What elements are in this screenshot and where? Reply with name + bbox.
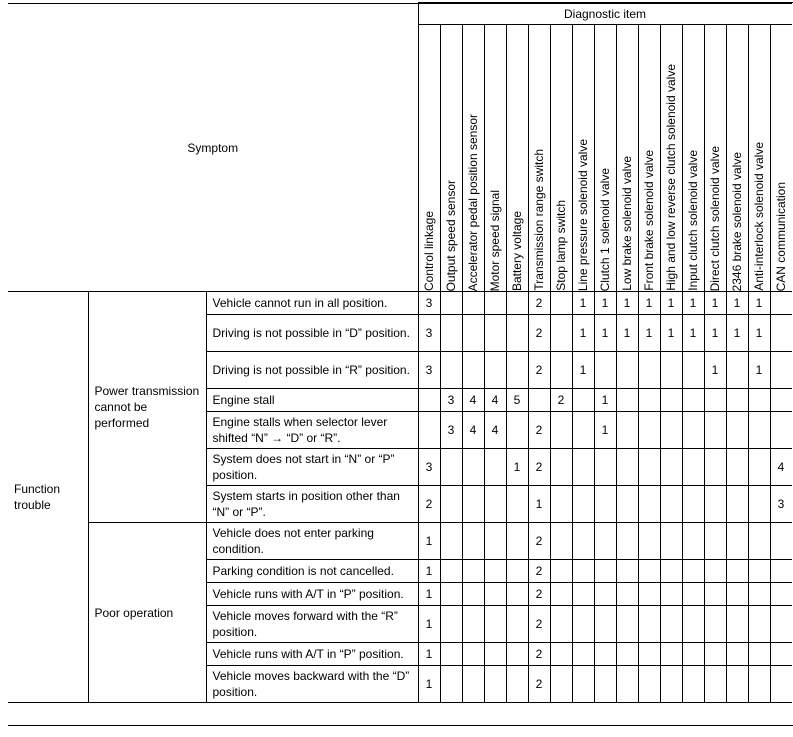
value-cell: [594, 643, 616, 666]
column-header: [506, 25, 528, 292]
value-cell: 4: [462, 389, 484, 412]
column-header-label: Front brake solenoid valve: [641, 150, 656, 291]
value-cell: [682, 449, 704, 486]
value-cell: [682, 606, 704, 643]
value-cell: 1: [638, 315, 660, 352]
value-cell: 2: [528, 606, 550, 643]
value-cell: [638, 643, 660, 666]
value-cell: 1: [594, 315, 616, 352]
value-cell: [550, 449, 572, 486]
value-cell: [616, 389, 638, 412]
value-cell: [704, 643, 726, 666]
value-cell: [726, 412, 748, 449]
column-header: [440, 25, 462, 292]
value-cell: [440, 643, 462, 666]
value-cell: [704, 560, 726, 583]
value-cell: [682, 560, 704, 583]
value-cell: [594, 523, 616, 560]
value-cell: [638, 583, 660, 606]
column-header: [704, 25, 726, 292]
value-cell: [550, 523, 572, 560]
value-cell: [704, 389, 726, 412]
value-cell: 2: [528, 523, 550, 560]
column-header-label: Motor speed signal: [487, 189, 502, 291]
value-cell: [726, 606, 748, 643]
value-cell: 1: [572, 292, 594, 315]
value-cell: [726, 643, 748, 666]
value-cell: [616, 352, 638, 389]
symptom-cell: Engine stalls when selector lever shifted “N” → “D” or “R”.: [206, 412, 418, 449]
value-cell: [550, 315, 572, 352]
symptom-cell: Vehicle moves forward with the “R” position.: [206, 606, 418, 643]
value-cell: [528, 389, 550, 412]
symptom-cell: Vehicle moves backward with the “D” position.: [206, 666, 418, 703]
value-cell: [638, 560, 660, 583]
value-cell: [682, 583, 704, 606]
value-cell: [726, 352, 748, 389]
value-cell: 2: [528, 412, 550, 449]
value-cell: [462, 315, 484, 352]
value-cell: [682, 523, 704, 560]
value-cell: [484, 315, 506, 352]
value-cell: [726, 666, 748, 703]
value-cell: [550, 486, 572, 523]
column-header: [572, 25, 594, 292]
value-cell: 2: [528, 292, 550, 315]
value-cell: [638, 412, 660, 449]
value-cell: [462, 560, 484, 583]
value-cell: [440, 523, 462, 560]
value-cell: [748, 666, 770, 703]
value-cell: [572, 449, 594, 486]
value-cell: 1: [748, 315, 770, 352]
column-header: [484, 25, 506, 292]
value-cell: 3: [418, 315, 440, 352]
value-cell: [770, 412, 792, 449]
value-cell: [550, 643, 572, 666]
value-cell: [506, 412, 528, 449]
symptom-header: Symptom: [8, 4, 418, 292]
value-cell: [440, 560, 462, 583]
value-cell: 1: [418, 643, 440, 666]
value-cell: [484, 666, 506, 703]
value-cell: 3: [418, 449, 440, 486]
symptom-cell: System starts in position other than “N” or “P”.: [206, 486, 418, 523]
value-cell: [704, 606, 726, 643]
column-header: [638, 25, 660, 292]
value-cell: [660, 389, 682, 412]
column-header: [550, 25, 572, 292]
value-cell: [506, 560, 528, 583]
value-cell: [660, 643, 682, 666]
value-cell: [660, 523, 682, 560]
value-cell: [594, 606, 616, 643]
value-cell: 3: [770, 486, 792, 523]
value-cell: [506, 643, 528, 666]
value-cell: [770, 666, 792, 703]
value-cell: 1: [616, 292, 638, 315]
column-header: [594, 25, 616, 292]
value-cell: [704, 583, 726, 606]
value-cell: [660, 449, 682, 486]
value-cell: [440, 583, 462, 606]
column-header-label: Battery voltage: [509, 210, 524, 291]
value-cell: [462, 523, 484, 560]
value-cell: [748, 606, 770, 643]
value-cell: [572, 583, 594, 606]
value-cell: [440, 292, 462, 315]
value-cell: [616, 666, 638, 703]
value-cell: [440, 486, 462, 523]
value-cell: [462, 352, 484, 389]
value-cell: [572, 486, 594, 523]
column-header-label: Stop lamp switch: [553, 200, 568, 291]
value-cell: [506, 292, 528, 315]
value-cell: [484, 449, 506, 486]
value-cell: [770, 292, 792, 315]
column-header: [682, 25, 704, 292]
value-cell: [660, 666, 682, 703]
value-cell: [748, 523, 770, 560]
bottom-rule: [8, 725, 793, 726]
value-cell: [440, 449, 462, 486]
value-cell: 1: [594, 292, 616, 315]
value-cell: [726, 486, 748, 523]
symptom-cell: Driving is not possible in “D” position.: [206, 315, 418, 352]
value-cell: 1: [704, 315, 726, 352]
column-header-label: Accelerator pedal position sensor: [465, 113, 480, 291]
value-cell: 1: [572, 352, 594, 389]
symptom-cell: Engine stall: [206, 389, 418, 412]
column-header: [748, 25, 770, 292]
value-cell: [550, 583, 572, 606]
column-header: [660, 25, 682, 292]
value-cell: [594, 486, 616, 523]
value-cell: 2: [528, 666, 550, 703]
group-cell: Power transmission cannot be performed: [88, 292, 206, 523]
value-cell: [638, 666, 660, 703]
category-cell: Function trouble: [8, 292, 88, 703]
value-cell: [616, 560, 638, 583]
value-cell: [638, 352, 660, 389]
column-header-label: Low brake solenoid valve: [619, 156, 634, 291]
value-cell: [572, 606, 594, 643]
value-cell: [572, 389, 594, 412]
value-cell: 5: [506, 389, 528, 412]
value-cell: 1: [726, 315, 748, 352]
value-cell: [770, 583, 792, 606]
column-header-label: Input clutch solenoid valve: [685, 150, 700, 291]
value-cell: [418, 412, 440, 449]
value-cell: 2: [550, 389, 572, 412]
value-cell: 2: [528, 643, 550, 666]
value-cell: [484, 560, 506, 583]
value-cell: [660, 583, 682, 606]
value-cell: [616, 486, 638, 523]
value-cell: [616, 583, 638, 606]
value-cell: 1: [638, 292, 660, 315]
value-cell: [572, 523, 594, 560]
value-cell: 1: [748, 352, 770, 389]
value-cell: 1: [572, 315, 594, 352]
value-cell: [726, 449, 748, 486]
column-header: [616, 25, 638, 292]
value-cell: [660, 560, 682, 583]
value-cell: [616, 449, 638, 486]
value-cell: 1: [682, 292, 704, 315]
value-cell: 1: [594, 389, 616, 412]
value-cell: [770, 352, 792, 389]
column-header-label: Control linkage: [421, 210, 436, 291]
value-cell: [594, 449, 616, 486]
column-header-label: Line pressure solenoid valve: [575, 138, 590, 291]
column-header: [462, 25, 484, 292]
value-cell: [440, 666, 462, 703]
value-cell: [770, 606, 792, 643]
value-cell: 3: [418, 352, 440, 389]
value-cell: [418, 389, 440, 412]
symptom-cell: Vehicle runs with A/T in “P” position.: [206, 643, 418, 666]
column-header-label: Clutch 1 solenoid valve: [597, 167, 612, 291]
column-header-label: Direct clutch solenoid valve: [707, 145, 722, 291]
value-cell: [484, 606, 506, 643]
value-cell: 1: [418, 606, 440, 643]
diagnostic-item-header: Diagnostic item: [418, 4, 792, 25]
value-cell: [572, 643, 594, 666]
value-cell: [484, 523, 506, 560]
value-cell: 3: [440, 389, 462, 412]
value-cell: 1: [418, 523, 440, 560]
value-cell: [748, 389, 770, 412]
value-cell: 4: [484, 389, 506, 412]
value-cell: [638, 389, 660, 412]
value-cell: [594, 560, 616, 583]
value-cell: [462, 643, 484, 666]
value-cell: [748, 449, 770, 486]
value-cell: [704, 523, 726, 560]
column-header: [528, 25, 550, 292]
value-cell: [616, 412, 638, 449]
value-cell: [704, 486, 726, 523]
value-cell: [770, 523, 792, 560]
value-cell: [594, 352, 616, 389]
column-header-label: High and low reverse clutch solenoid valve: [663, 64, 678, 291]
value-cell: 1: [506, 449, 528, 486]
value-cell: [704, 666, 726, 703]
value-cell: [440, 315, 462, 352]
value-cell: 1: [682, 315, 704, 352]
value-cell: [462, 486, 484, 523]
value-cell: 4: [484, 412, 506, 449]
value-cell: [550, 352, 572, 389]
value-cell: [594, 583, 616, 606]
value-cell: [462, 449, 484, 486]
value-cell: [748, 486, 770, 523]
value-cell: 1: [616, 315, 638, 352]
value-cell: [682, 389, 704, 412]
value-cell: [748, 643, 770, 666]
value-cell: [770, 315, 792, 352]
value-cell: [748, 560, 770, 583]
value-cell: [660, 412, 682, 449]
value-cell: [638, 606, 660, 643]
value-cell: 1: [704, 292, 726, 315]
value-cell: 4: [462, 412, 484, 449]
value-cell: [550, 412, 572, 449]
value-cell: 1: [704, 352, 726, 389]
column-header-label: Transmission range switch: [531, 149, 546, 291]
value-cell: [594, 666, 616, 703]
value-cell: [770, 560, 792, 583]
value-cell: [550, 666, 572, 703]
value-cell: [660, 606, 682, 643]
symptom-diagnostic-table: [8, 3, 792, 703]
value-cell: [506, 352, 528, 389]
value-cell: [572, 666, 594, 703]
value-cell: [572, 560, 594, 583]
value-cell: [506, 486, 528, 523]
value-cell: [462, 606, 484, 643]
value-cell: [638, 449, 660, 486]
value-cell: [506, 606, 528, 643]
value-cell: [726, 523, 748, 560]
value-cell: [638, 523, 660, 560]
value-cell: [704, 412, 726, 449]
value-cell: [682, 666, 704, 703]
value-cell: 1: [726, 292, 748, 315]
symptom-cell: Driving is not possible in “R” position.: [206, 352, 418, 389]
value-cell: 2: [528, 352, 550, 389]
value-cell: 1: [528, 486, 550, 523]
value-cell: [484, 352, 506, 389]
table-row: [8, 523, 792, 560]
symptom-cell: Parking condition is not cancelled.: [206, 560, 418, 583]
value-cell: [506, 583, 528, 606]
symptom-cell: Vehicle cannot run in all position.: [206, 292, 418, 315]
value-cell: 2: [528, 583, 550, 606]
column-header: [770, 25, 792, 292]
group-cell: Poor operation: [88, 523, 206, 703]
column-header-label: 2346 brake solenoid valve: [729, 151, 744, 291]
value-cell: [440, 606, 462, 643]
value-cell: [572, 412, 594, 449]
value-cell: 2: [528, 560, 550, 583]
value-cell: [770, 643, 792, 666]
value-cell: [506, 315, 528, 352]
value-cell: [484, 486, 506, 523]
value-cell: 1: [660, 315, 682, 352]
column-header: [418, 25, 440, 292]
value-cell: [682, 412, 704, 449]
value-cell: [726, 560, 748, 583]
value-cell: [484, 583, 506, 606]
value-cell: 3: [440, 412, 462, 449]
value-cell: [550, 606, 572, 643]
value-cell: 2: [528, 449, 550, 486]
column-header-label: CAN communication: [773, 181, 788, 291]
value-cell: [682, 643, 704, 666]
value-cell: [462, 583, 484, 606]
table-row: [8, 292, 792, 315]
value-cell: [484, 643, 506, 666]
value-cell: 2: [528, 315, 550, 352]
value-cell: [484, 292, 506, 315]
value-cell: [462, 292, 484, 315]
value-cell: [748, 583, 770, 606]
symptom-cell: Vehicle runs with A/T in “P” position.: [206, 583, 418, 606]
value-cell: [550, 560, 572, 583]
value-cell: 1: [660, 292, 682, 315]
value-cell: 1: [418, 666, 440, 703]
value-cell: 4: [770, 449, 792, 486]
symptom-cell: System does not start in “N” or “P” position.: [206, 449, 418, 486]
value-cell: [616, 523, 638, 560]
symptom-cell: Vehicle does not enter parking condition.: [206, 523, 418, 560]
value-cell: [638, 486, 660, 523]
value-cell: [660, 486, 682, 523]
value-cell: [506, 523, 528, 560]
value-cell: [660, 352, 682, 389]
value-cell: [704, 449, 726, 486]
value-cell: [550, 292, 572, 315]
column-header-label: Anti-interlock solenoid valve: [751, 142, 766, 291]
value-cell: [616, 606, 638, 643]
value-cell: [748, 412, 770, 449]
value-cell: 3: [418, 292, 440, 315]
value-cell: [726, 583, 748, 606]
value-cell: [616, 643, 638, 666]
value-cell: [506, 666, 528, 703]
value-cell: [682, 486, 704, 523]
value-cell: [726, 389, 748, 412]
value-cell: 1: [748, 292, 770, 315]
value-cell: 2: [418, 486, 440, 523]
column-header-label: Output speed sensor: [443, 179, 458, 291]
value-cell: [462, 666, 484, 703]
value-cell: 1: [418, 560, 440, 583]
column-header: [726, 25, 748, 292]
value-cell: [440, 352, 462, 389]
value-cell: 1: [594, 412, 616, 449]
value-cell: [682, 352, 704, 389]
value-cell: [770, 389, 792, 412]
value-cell: 1: [418, 583, 440, 606]
